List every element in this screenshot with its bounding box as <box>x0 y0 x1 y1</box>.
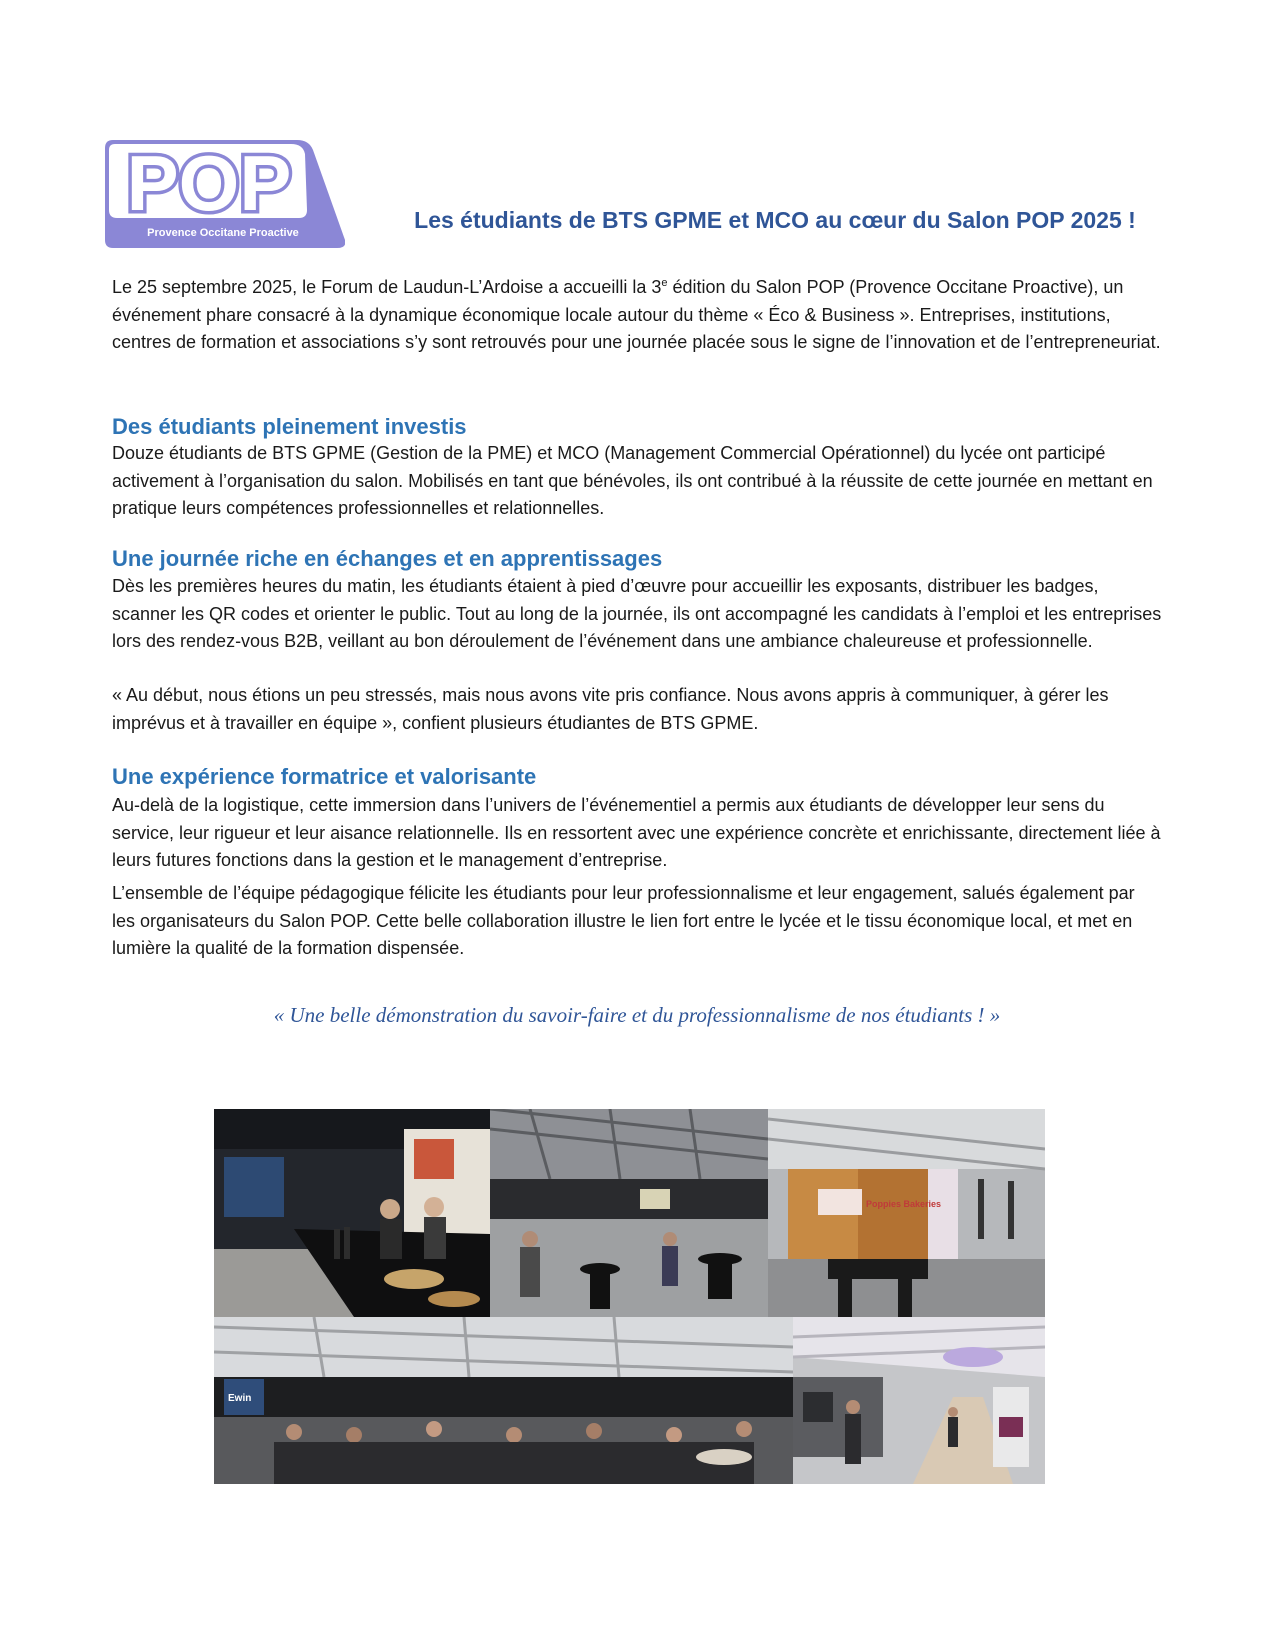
section-heading-experience: Une expérience formatrice et valorisante <box>112 764 537 789</box>
logo-letters: POP <box>126 140 292 227</box>
sign-ewin: Ewin <box>228 1393 252 1404</box>
student-quote-paragraph: « Au début, nous étions un peu stressés, mais nous avons vite pris confiance. Nous avons appris à communiquer, à gérer les imprévus et à travailler en équipe », confient plusieurs étudiantes de BTS GPME. <box>112 685 1109 733</box>
photo-crowd-panorama <box>214 1317 793 1484</box>
intro-paragraph <box>112 270 1162 357</box>
photo-exhibition-hall <box>490 1109 768 1317</box>
section-paragraph: Dès les premières heures du matin, les étudiants étaient à pied d’œuvre pour accueillir les exposants, distribuer les badges, scanner les QR codes et orienter le public. Tout au long de la journée, ils ont accompagné les candidats à l’emploi et les entreprises lors des rendez-vous B2B, veillant au bon déroulement de l’événement dans une ambiance chaleureuse et professionnelle. <box>112 576 1162 651</box>
logo-tagline: Provence Occitane Proactive <box>147 227 299 239</box>
closing-quote: « Une belle démonstration du savoir-faire et du professionnalisme de nos étudiants ! » <box>273 1003 1001 1027</box>
section-heading-investis: Des étudiants pleinement investis <box>112 414 467 439</box>
section-heading-journee: Une journée riche en échanges et en apprentissages <box>112 546 663 571</box>
sign-poppies: Poppies Bakeries <box>866 1199 942 1209</box>
intro-text-end: édition du Salon POP (Provence Occitane Proactive), un événement phare consacré à la dynamique économique locale autour du thème « Éco & Business ». Entreprises, institutions, centres de formation et associations s’y sont retrouvés pour une journée placée sous le signe de l’innovation et de l’entrepreneuriat. <box>112 277 1161 352</box>
photo-bakery-booth <box>768 1109 1045 1317</box>
section-paragraph: L’ensemble de l’équipe pédagogique félicite les étudiants pour leur professionnalisme et leur engagement, salués également par les organisateurs du Salon POP. Cette belle collaboration illustre le lien fort entre le lycée et le tissu économique local, et met en lumière la qualité de la formation dispensée. <box>112 883 1135 958</box>
photo-exhibitor-stand <box>214 1109 490 1317</box>
page-title: Les étudiants de BTS GPME et MCO au cœur du Salon POP 2025 ! <box>414 207 1136 233</box>
photo-tent-aisle <box>793 1317 1045 1484</box>
intro-text-start: Le 25 septembre 2025, le Forum de Laudun-L’Ardoise a accueilli la 3 <box>112 277 662 297</box>
pop-logo-graphic <box>105 140 345 248</box>
intro-superscript: e <box>661 277 668 289</box>
section-paragraph: Douze étudiants de BTS GPME (Gestion de la PME) et MCO (Management Commercial Opérationnel) du lycée ont participé activement à l’organisation du salon. Mobilisés en tant que bénévoles, ils ont contribué à la réussite de cette journée en mettant en pratique leurs compétences professionnelles et relationnelles. <box>112 443 1153 518</box>
pop-logo <box>105 140 345 248</box>
section-paragraph: Au-delà de la logistique, cette immersion dans l’univers de l’événementiel a permis aux étudiants de développer leur sens du service, leur rigueur et leur aisance relationnelle. Ils en ressortent avec une expérience concrète et enrichissante, directement liée à leurs futures fonctions dans la gestion et le management d’entreprise. <box>112 795 1161 870</box>
